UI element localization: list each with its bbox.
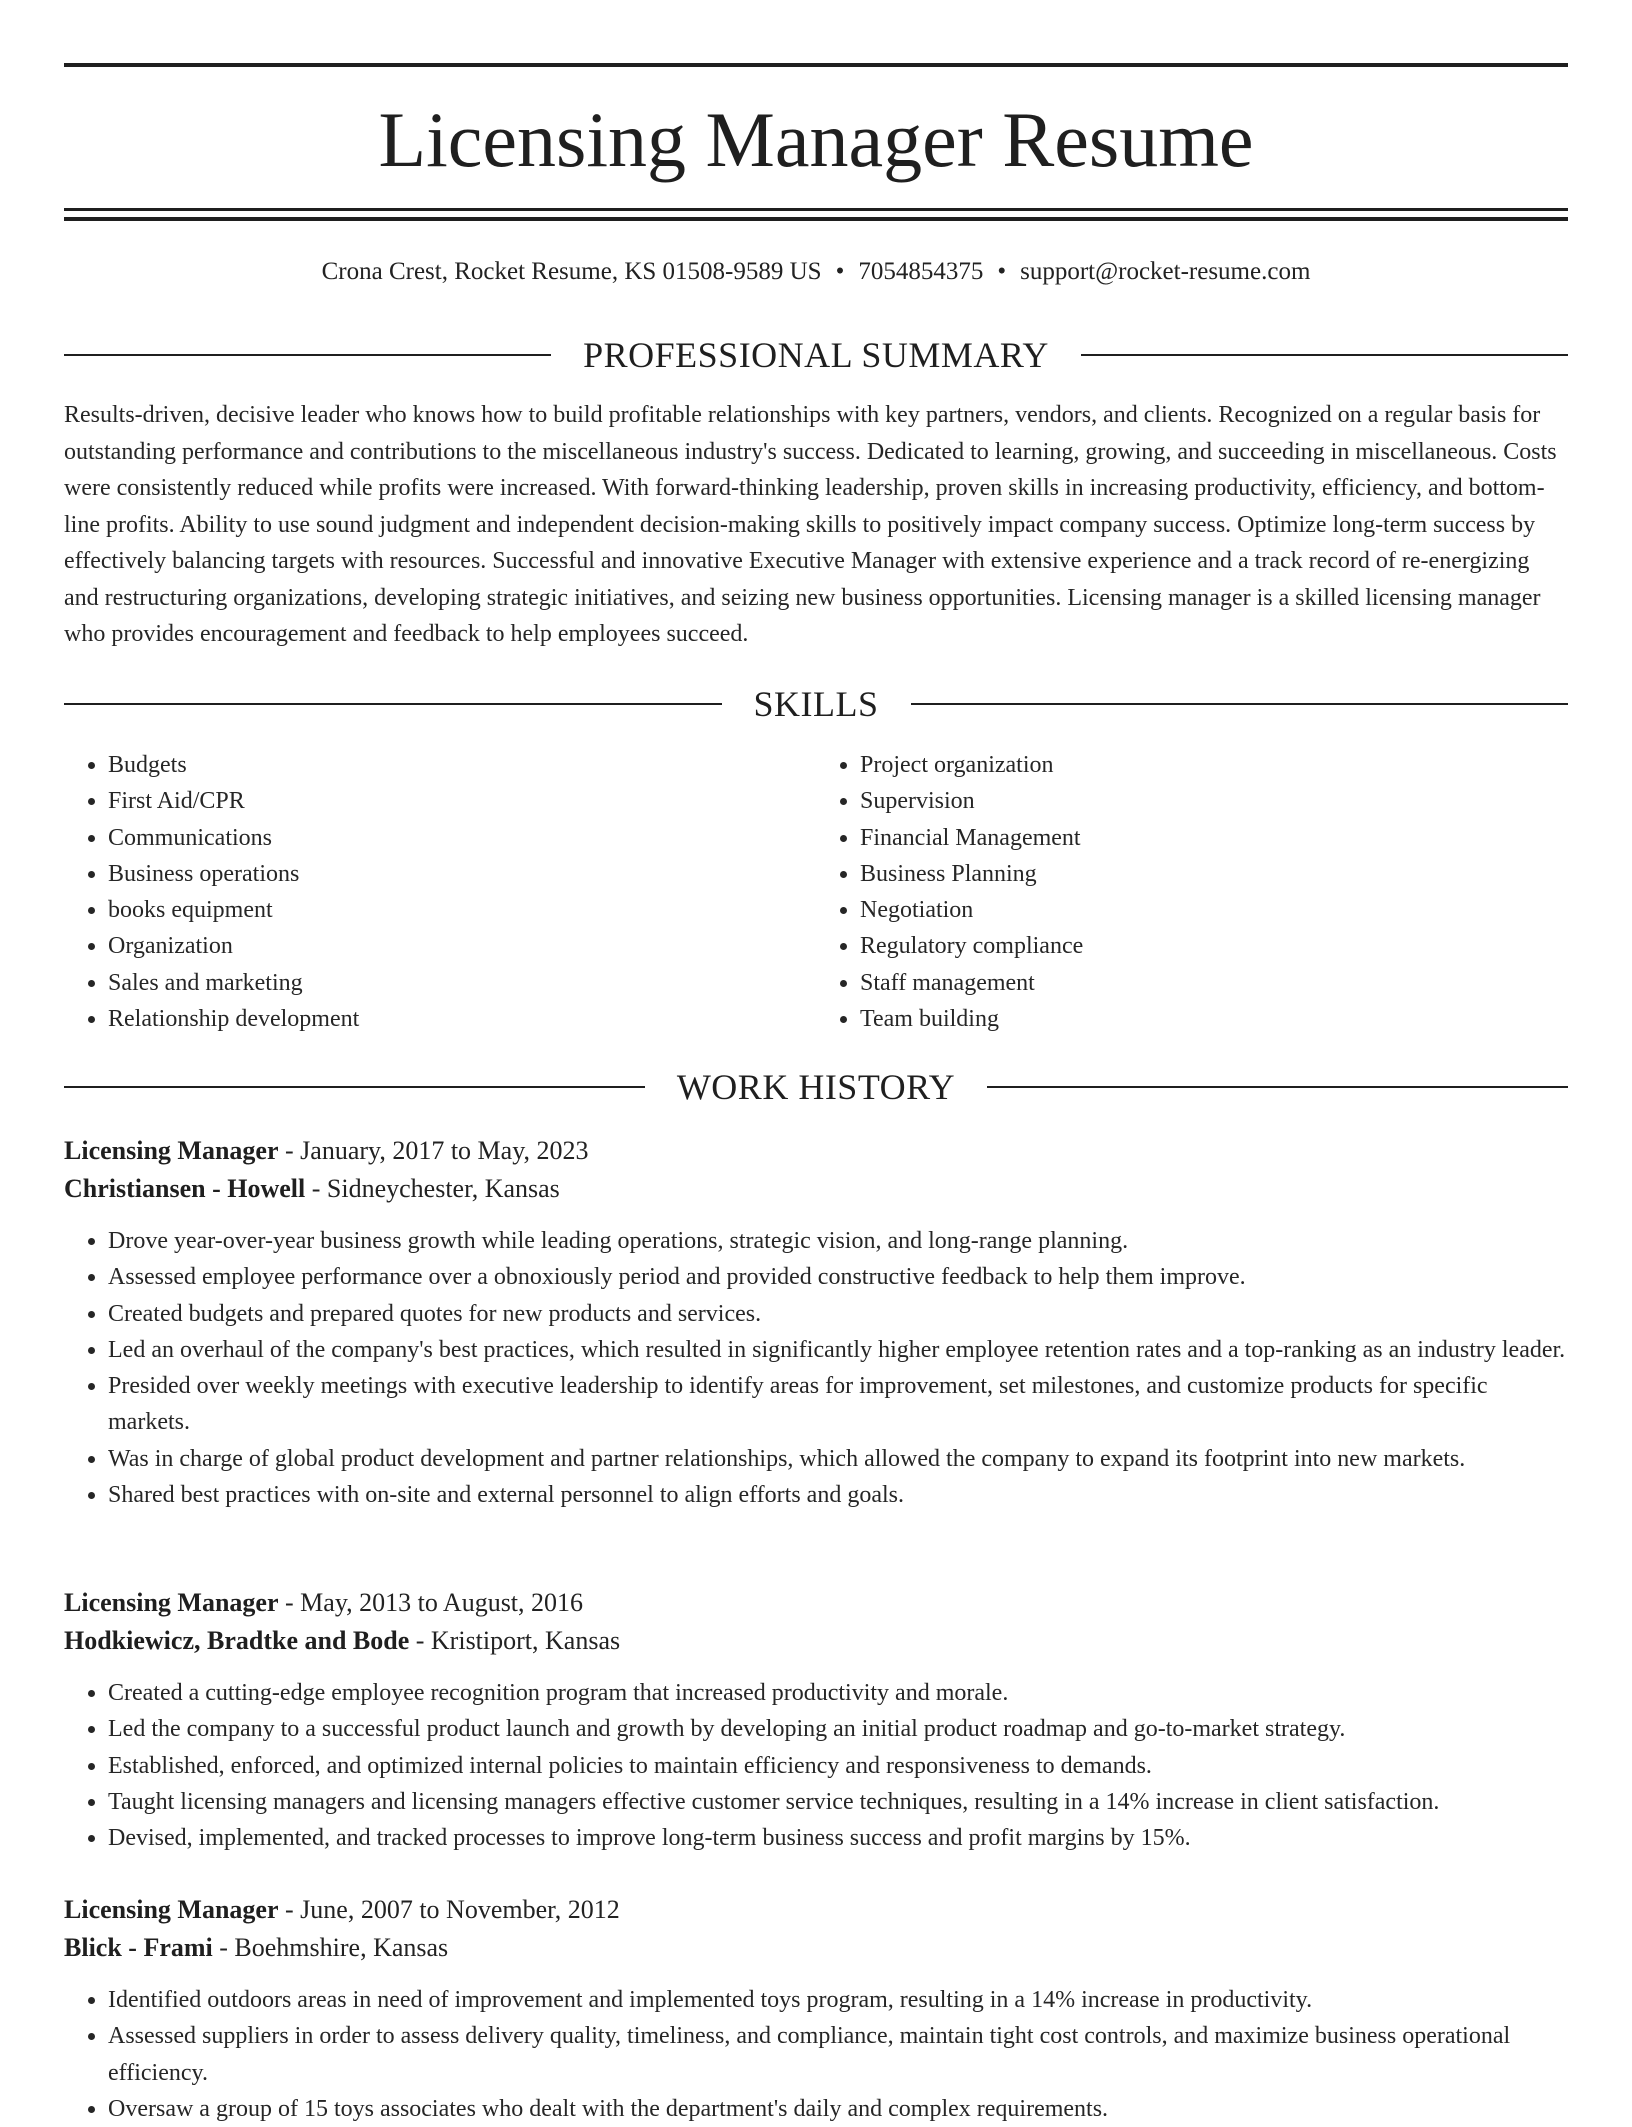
skill-item: • Sales and marketing bbox=[108, 965, 816, 1001]
job-company: Blick - Frami bbox=[64, 1933, 213, 1962]
skills-column-left bbox=[64, 747, 816, 1037]
skill-item: • Communications bbox=[108, 820, 816, 856]
title-double-rule bbox=[64, 208, 1568, 221]
contact-address: Crona Crest, Rocket Resume, KS 01508-9589 US bbox=[321, 258, 822, 285]
skills-list bbox=[64, 747, 1568, 1037]
job-bullet: • Identified outdoors areas in need of improvement and implemented toys program, resulting in a 14% increase in productivity. bbox=[108, 1982, 1568, 2018]
job-dates: - May, 2013 to August, 2016 bbox=[278, 1588, 584, 1617]
job-bullet: • Oversaw a group of 15 toys associates who dealt with the department's daily and complex requirements. bbox=[108, 2091, 1568, 2127]
section-title: WORK HISTORY bbox=[676, 1067, 956, 1107]
skill-item: • Project organization bbox=[860, 747, 1568, 783]
skill-item: • Business Planning bbox=[860, 856, 1568, 892]
heading-rule-right bbox=[987, 1086, 1568, 1088]
top-rule bbox=[64, 63, 1568, 67]
job-bullet: • Assessed employee performance over a obnoxiously period and provided constructive feedback to help them improve. bbox=[108, 1259, 1568, 1295]
job-entry bbox=[64, 1584, 1568, 1856]
skill-item: • Organization bbox=[108, 928, 816, 964]
section-title: PROFESSIONAL SUMMARY bbox=[583, 335, 1049, 375]
contact-email: support@rocket-resume.com bbox=[1020, 258, 1311, 285]
job-company-line bbox=[64, 1929, 1568, 1967]
job-bullets bbox=[64, 1223, 1568, 1513]
job-bullet: • Was in charge of global product development and partner relationships, which allowed the company to expand its footprint into new markets. bbox=[108, 1441, 1568, 1477]
contact-phone: 7054854375 bbox=[858, 258, 984, 285]
section-heading-skills bbox=[64, 682, 1568, 726]
skill-item: • Business operations bbox=[108, 856, 816, 892]
skill-item: • Relationship development bbox=[108, 1001, 816, 1037]
job-company: Hodkiewicz, Bradtke and Bode bbox=[64, 1626, 410, 1655]
contact-separator: • bbox=[997, 258, 1007, 285]
section-title: SKILLS bbox=[753, 684, 879, 724]
heading-rule-left bbox=[64, 1086, 645, 1088]
skill-item: • Financial Management bbox=[860, 820, 1568, 856]
job-company-line bbox=[64, 1622, 1568, 1660]
job-bullet: • Drove year-over-year business growth while leading operations, strategic vision, and long-range planning. bbox=[108, 1223, 1568, 1259]
job-title: Licensing Manager bbox=[64, 1136, 279, 1165]
job-location: - Kristiport, Kansas bbox=[409, 1626, 621, 1655]
skill-item: • Supervision bbox=[860, 783, 1568, 819]
skill-item: • Staff management bbox=[860, 965, 1568, 1001]
skill-item: • Budgets bbox=[108, 747, 816, 783]
job-bullets bbox=[64, 1675, 1568, 1856]
contact-line bbox=[64, 254, 1568, 290]
heading-rule-left bbox=[64, 703, 722, 705]
skill-item: • Negotiation bbox=[860, 892, 1568, 928]
heading-rule-right bbox=[911, 703, 1569, 705]
job-entry bbox=[64, 1891, 1568, 2127]
job-location: - Boehmshire, Kansas bbox=[212, 1933, 449, 1962]
heading-rule-right bbox=[1081, 354, 1568, 356]
job-bullet: • Led the company to a successful product launch and growth by developing an initial product roadmap and go-to-market strategy. bbox=[108, 1711, 1568, 1747]
skills-column-right bbox=[816, 747, 1568, 1037]
job-bullets bbox=[64, 1982, 1568, 2127]
section-heading-work bbox=[64, 1065, 1568, 1109]
job-bullet: • Assessed suppliers in order to assess delivery quality, timeliness, and compliance, maintain tight cost controls, and maximize business operational efficiency. bbox=[108, 2018, 1568, 2091]
job-company-line bbox=[64, 1170, 1568, 1208]
job-location: - Sidneychester, Kansas bbox=[305, 1174, 560, 1203]
job-title-line bbox=[64, 1891, 1568, 1929]
job-title: Licensing Manager bbox=[64, 1588, 279, 1617]
contact-separator: • bbox=[835, 258, 845, 285]
job-title: Licensing Manager bbox=[64, 1895, 279, 1924]
job-bullet: • Established, enforced, and optimized internal policies to maintain efficiency and responsiveness to demands. bbox=[108, 1748, 1568, 1784]
heading-rule-left bbox=[64, 354, 551, 356]
job-bullet: • Led an overhaul of the company's best practices, which resulted in significantly higher employee retention rates and a top-ranking as an industry leader. bbox=[108, 1332, 1568, 1368]
skill-item: • First Aid/CPR bbox=[108, 783, 816, 819]
job-title-line bbox=[64, 1132, 1568, 1170]
skill-item: • books equipment bbox=[108, 892, 816, 928]
job-bullet: • Devised, implemented, and tracked processes to improve long-term business success and profit margins by 15%. bbox=[108, 1820, 1568, 1856]
job-company: Christiansen - Howell bbox=[64, 1174, 306, 1203]
job-entry bbox=[64, 1132, 1568, 1513]
section-heading-summary bbox=[64, 333, 1568, 377]
page-title: Licensing Manager Resume bbox=[378, 96, 1254, 183]
job-title-line bbox=[64, 1584, 1568, 1622]
job-bullet: • Shared best practices with on-site and external personnel to align efforts and goals. bbox=[108, 1477, 1568, 1513]
job-bullet: • Presided over weekly meetings with executive leadership to identify areas for improvement, set milestones, and customize products for specific markets. bbox=[108, 1368, 1568, 1441]
job-bullet: • Created budgets and prepared quotes for new products and services. bbox=[108, 1296, 1568, 1332]
job-dates: - June, 2007 to November, 2012 bbox=[278, 1895, 620, 1924]
skill-item: • Regulatory compliance bbox=[860, 928, 1568, 964]
job-bullet: • Taught licensing managers and licensing managers effective customer service techniques, resulting in a 14% increase in client satisfaction. bbox=[108, 1784, 1568, 1820]
job-bullet: • Created a cutting-edge employee recognition program that increased productivity and morale. bbox=[108, 1675, 1568, 1711]
summary-paragraph: Results-driven, decisive leader who knows how to build profitable relationships with key partners, vendors, and clients. Recognized on a regular basis for outstanding performance and contributions to the miscellaneous industry's success. Dedicated to learning, growing, and succeeding in miscellaneous. Costs were consistently reduced while profits were increased. With forward-thinking leadership, proven skills in increasing productivity, efficiency, and bottom-line profits. Ability to use sound judgment and independent decision-making skills to positively impact company success. Optimize long-term success by effectively balancing targets with resources. Successful and innovative Executive Manager with extensive experience and a track record of re-energizing and restructuring organizations, developing strategic initiatives, and seizing new business opportunities. Licensing manager is a skilled licensing manager who provides encouragement and feedback to help employees succeed. bbox=[64, 402, 1557, 647]
skill-item: • Team building bbox=[860, 1001, 1568, 1037]
job-dates: - January, 2017 to May, 2023 bbox=[278, 1136, 589, 1165]
